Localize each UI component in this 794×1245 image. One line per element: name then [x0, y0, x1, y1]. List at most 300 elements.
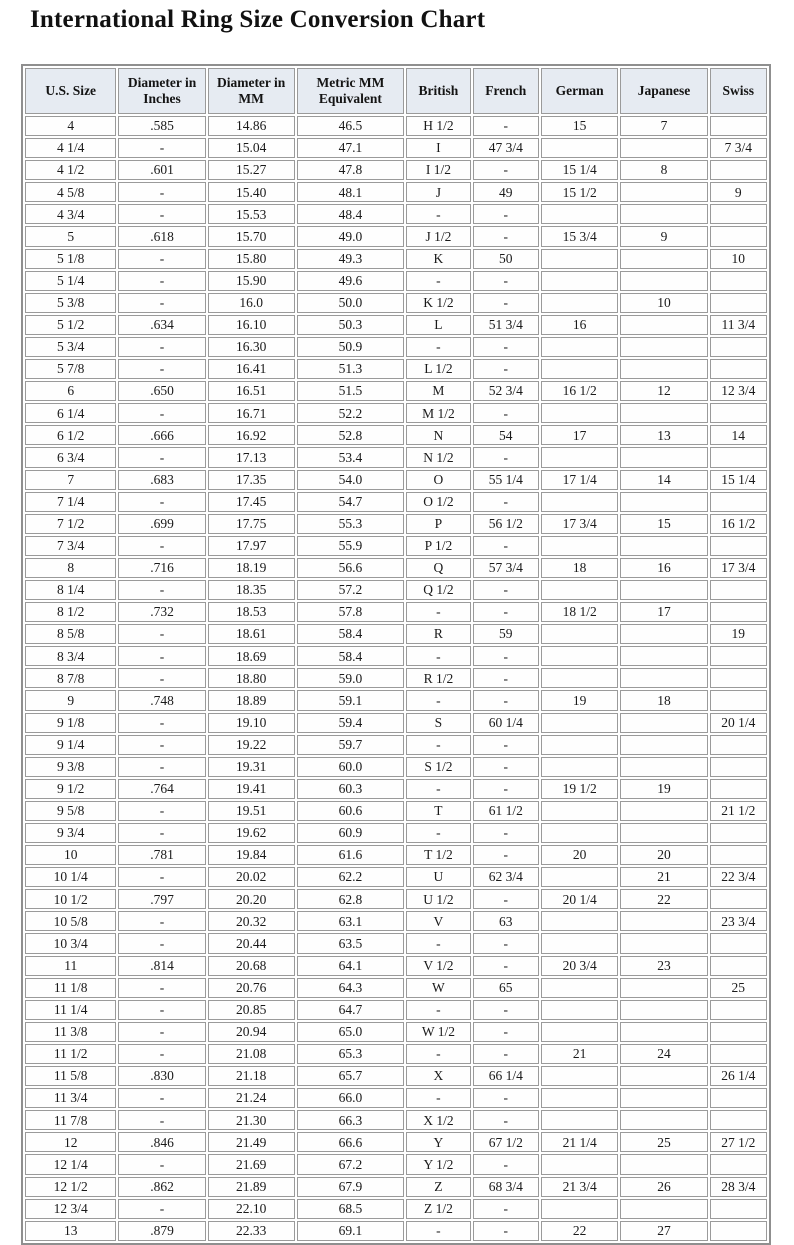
cell: - [118, 1199, 205, 1219]
table-row [25, 1000, 767, 1020]
cell: 49.0 [297, 226, 404, 246]
cell: 17.13 [208, 447, 295, 467]
cell: 15 1/2 [541, 182, 619, 202]
cell: 7 3/4 [25, 536, 116, 556]
ring-size-conversion-table [21, 64, 771, 1245]
cell: 24 [620, 1044, 707, 1064]
table-row [25, 470, 767, 490]
cell: .748 [118, 690, 205, 710]
cell: Z 1/2 [406, 1199, 471, 1219]
cell: 55 1/4 [473, 470, 539, 490]
cell [541, 1088, 619, 1108]
column-header-u-s-size: U.S. Size [25, 68, 116, 114]
cell: 6 1/2 [25, 425, 116, 445]
cell: 64.7 [297, 1000, 404, 1020]
cell [620, 536, 707, 556]
cell: Q 1/2 [406, 580, 471, 600]
cell: - [473, 403, 539, 423]
cell: O 1/2 [406, 492, 471, 512]
cell: - [406, 1088, 471, 1108]
cell: - [473, 1022, 539, 1042]
table-row [25, 823, 767, 843]
cell: 63.1 [297, 911, 404, 931]
cell [541, 249, 619, 269]
cell: - [473, 933, 539, 953]
cell: 63.5 [297, 933, 404, 953]
cell: 18.89 [208, 690, 295, 710]
cell: - [473, 536, 539, 556]
cell: 15.27 [208, 160, 295, 180]
cell: 52.2 [297, 403, 404, 423]
cell: - [118, 536, 205, 556]
table-row [25, 536, 767, 556]
page-title: International Ring Size Conversion Chart [30, 6, 486, 33]
cell: .814 [118, 956, 205, 976]
cell [710, 1221, 767, 1241]
cell: 18.53 [208, 602, 295, 622]
column-header-swiss: Swiss [710, 68, 767, 114]
table-row [25, 1177, 767, 1197]
cell: 46.5 [297, 116, 404, 136]
cell [620, 735, 707, 755]
cell: 10 5/8 [25, 911, 116, 931]
cell: 51.5 [297, 381, 404, 401]
cell: O [406, 470, 471, 490]
cell: 12 3/4 [25, 1199, 116, 1219]
cell [620, 249, 707, 269]
cell: V 1/2 [406, 956, 471, 976]
cell [710, 779, 767, 799]
cell [710, 757, 767, 777]
cell [620, 646, 707, 666]
cell: .585 [118, 116, 205, 136]
cell: 11 5/8 [25, 1066, 116, 1086]
cell: 7 1/2 [25, 514, 116, 534]
table-header [25, 68, 767, 114]
cell: Y 1/2 [406, 1154, 471, 1174]
table-row [25, 514, 767, 534]
cell: 17 3/4 [710, 558, 767, 578]
column-header-diameter-in-mm: Diameter in MM [208, 68, 295, 114]
cell: 21.24 [208, 1088, 295, 1108]
cell [541, 911, 619, 931]
cell: - [118, 204, 205, 224]
table-row [25, 1221, 767, 1241]
cell: 21 1/2 [710, 801, 767, 821]
cell: 11 3/4 [25, 1088, 116, 1108]
cell [541, 1199, 619, 1219]
table-row [25, 845, 767, 865]
cell: 11 7/8 [25, 1110, 116, 1130]
cell [620, 447, 707, 467]
cell [710, 293, 767, 313]
cell: 18.19 [208, 558, 295, 578]
cell: - [473, 226, 539, 246]
cell: X 1/2 [406, 1110, 471, 1130]
cell: J 1/2 [406, 226, 471, 246]
cell [541, 536, 619, 556]
cell: 6 1/4 [25, 403, 116, 423]
cell: Y [406, 1132, 471, 1152]
cell: 8 [620, 160, 707, 180]
cell: 64.3 [297, 978, 404, 998]
cell: M [406, 381, 471, 401]
cell: 12 1/2 [25, 1177, 116, 1197]
cell [710, 580, 767, 600]
cell: 68 3/4 [473, 1177, 539, 1197]
cell: 19 [541, 690, 619, 710]
table-row [25, 359, 767, 379]
cell: - [473, 447, 539, 467]
cell: 11 1/8 [25, 978, 116, 998]
cell: - [406, 271, 471, 291]
table-row [25, 757, 767, 777]
cell: 19.31 [208, 757, 295, 777]
table-row [25, 447, 767, 467]
cell [620, 911, 707, 931]
cell: W [406, 978, 471, 998]
cell: 4 3/4 [25, 204, 116, 224]
cell: 15 1/4 [541, 160, 619, 180]
cell: 21.18 [208, 1066, 295, 1086]
cell: 15 [620, 514, 707, 534]
cell: 8 1/2 [25, 602, 116, 622]
cell: 19 [620, 779, 707, 799]
cell: 59.4 [297, 713, 404, 733]
cell: 15.53 [208, 204, 295, 224]
cell: - [473, 1199, 539, 1219]
cell: .862 [118, 1177, 205, 1197]
cell [710, 602, 767, 622]
table-row [25, 735, 767, 755]
cell: 5 1/4 [25, 271, 116, 291]
cell: 66 1/4 [473, 1066, 539, 1086]
cell: - [118, 337, 205, 357]
cell: 27 [620, 1221, 707, 1241]
cell [710, 492, 767, 512]
cell [541, 646, 619, 666]
table-row [25, 801, 767, 821]
cell: 21.89 [208, 1177, 295, 1197]
cell [541, 867, 619, 887]
cell: 7 3/4 [710, 138, 767, 158]
table-row [25, 1154, 767, 1174]
cell: - [406, 823, 471, 843]
cell: .634 [118, 315, 205, 335]
cell: - [473, 337, 539, 357]
cell: 21 3/4 [541, 1177, 619, 1197]
cell [710, 1044, 767, 1064]
table-row [25, 249, 767, 269]
cell: 19 1/2 [541, 779, 619, 799]
cell [620, 624, 707, 644]
cell: - [118, 1154, 205, 1174]
cell: 20 [541, 845, 619, 865]
table-row [25, 226, 767, 246]
cell: 28 3/4 [710, 1177, 767, 1197]
cell: K [406, 249, 471, 269]
cell [541, 1110, 619, 1130]
cell: 59 [473, 624, 539, 644]
cell: - [118, 713, 205, 733]
cell [710, 956, 767, 976]
cell [620, 713, 707, 733]
cell: 7 [25, 470, 116, 490]
cell: 10 [710, 249, 767, 269]
cell: - [118, 447, 205, 467]
cell [541, 735, 619, 755]
cell: - [406, 735, 471, 755]
cell: 66.6 [297, 1132, 404, 1152]
cell: - [473, 690, 539, 710]
cell: 21 1/4 [541, 1132, 619, 1152]
cell: 17.35 [208, 470, 295, 490]
cell: 64.1 [297, 956, 404, 976]
cell [710, 337, 767, 357]
cell: - [473, 1044, 539, 1064]
cell [710, 668, 767, 688]
column-header-british: British [406, 68, 471, 114]
cell: 9 1/8 [25, 713, 116, 733]
cell: 17 3/4 [541, 514, 619, 534]
cell [620, 668, 707, 688]
cell: 9 3/4 [25, 823, 116, 843]
cell: .797 [118, 889, 205, 909]
cell: 5 1/2 [25, 315, 116, 335]
cell: X [406, 1066, 471, 1086]
cell: - [118, 359, 205, 379]
cell [541, 447, 619, 467]
table-row [25, 668, 767, 688]
table-row [25, 580, 767, 600]
cell: - [406, 1044, 471, 1064]
cell: 12 [620, 381, 707, 401]
cell [620, 182, 707, 202]
cell: - [118, 978, 205, 998]
cell: - [406, 646, 471, 666]
table-row [25, 116, 767, 136]
cell: 22 [620, 889, 707, 909]
cell: 8 1/4 [25, 580, 116, 600]
table-row [25, 1044, 767, 1064]
cell: 53.4 [297, 447, 404, 467]
cell: 15 1/4 [710, 470, 767, 490]
cell [620, 978, 707, 998]
cell [710, 160, 767, 180]
cell: T [406, 801, 471, 821]
cell: - [118, 138, 205, 158]
cell: 18 [620, 690, 707, 710]
cell: - [473, 735, 539, 755]
cell [710, 204, 767, 224]
cell: 8 [25, 558, 116, 578]
cell: W 1/2 [406, 1022, 471, 1042]
cell: 9 1/4 [25, 735, 116, 755]
cell: 16 1/2 [541, 381, 619, 401]
cell [620, 271, 707, 291]
cell: 22 3/4 [710, 867, 767, 887]
cell [541, 668, 619, 688]
cell: 67 1/2 [473, 1132, 539, 1152]
cell: - [118, 580, 205, 600]
cell: 19.84 [208, 845, 295, 865]
cell: 14 [710, 425, 767, 445]
cell: 65.0 [297, 1022, 404, 1042]
cell: 17.45 [208, 492, 295, 512]
cell [541, 138, 619, 158]
cell: 23 3/4 [710, 911, 767, 931]
cell: T 1/2 [406, 845, 471, 865]
cell: 18 1/2 [541, 602, 619, 622]
cell [541, 492, 619, 512]
cell: L [406, 315, 471, 335]
cell: M 1/2 [406, 403, 471, 423]
cell: 9 [620, 226, 707, 246]
cell: 26 [620, 1177, 707, 1197]
cell [620, 204, 707, 224]
column-header-japanese: Japanese [620, 68, 707, 114]
cell: P 1/2 [406, 536, 471, 556]
cell [541, 337, 619, 357]
cell: 7 [620, 116, 707, 136]
cell: 11 [25, 956, 116, 976]
cell [620, 823, 707, 843]
cell: 65 [473, 978, 539, 998]
cell: 9 5/8 [25, 801, 116, 821]
cell: 68.5 [297, 1199, 404, 1219]
cell: .846 [118, 1132, 205, 1152]
cell: 51.3 [297, 359, 404, 379]
cell: 20 [620, 845, 707, 865]
cell [710, 271, 767, 291]
cell: - [406, 204, 471, 224]
cell [620, 1066, 707, 1086]
cell: 10 1/2 [25, 889, 116, 909]
cell: - [473, 580, 539, 600]
cell: - [473, 1000, 539, 1020]
cell: .716 [118, 558, 205, 578]
cell [620, 492, 707, 512]
cell: .879 [118, 1221, 205, 1241]
cell: 55.3 [297, 514, 404, 534]
table-row [25, 911, 767, 931]
cell: - [473, 823, 539, 843]
cell: 55.9 [297, 536, 404, 556]
table-row [25, 1132, 767, 1152]
cell: 60.0 [297, 757, 404, 777]
table-row [25, 956, 767, 976]
cell: Q [406, 558, 471, 578]
cell: 5 3/8 [25, 293, 116, 313]
cell: 59.1 [297, 690, 404, 710]
cell: 56 1/2 [473, 514, 539, 534]
cell: 11 3/4 [710, 315, 767, 335]
cell [541, 204, 619, 224]
cell: 5 1/8 [25, 249, 116, 269]
cell: 9 [25, 690, 116, 710]
cell: 54.7 [297, 492, 404, 512]
cell [541, 978, 619, 998]
cell [541, 713, 619, 733]
cell: .601 [118, 160, 205, 180]
cell: 65.7 [297, 1066, 404, 1086]
table-row [25, 602, 767, 622]
cell: - [118, 1044, 205, 1064]
cell: - [406, 1000, 471, 1020]
cell: 15.90 [208, 271, 295, 291]
table-row [25, 403, 767, 423]
cell: 48.1 [297, 182, 404, 202]
cell [620, 1110, 707, 1130]
cell: 19.22 [208, 735, 295, 755]
cell: 19.51 [208, 801, 295, 821]
cell [710, 359, 767, 379]
cell: 9 3/8 [25, 757, 116, 777]
cell: 23 [620, 956, 707, 976]
cell: N [406, 425, 471, 445]
cell: 11 1/4 [25, 1000, 116, 1020]
cell: 16.41 [208, 359, 295, 379]
cell [541, 293, 619, 313]
cell: 20.44 [208, 933, 295, 953]
cell: - [118, 1022, 205, 1042]
cell: 58.4 [297, 646, 404, 666]
cell: 18 [541, 558, 619, 578]
cell: - [118, 249, 205, 269]
cell: 16.92 [208, 425, 295, 445]
cell: - [473, 204, 539, 224]
cell: - [473, 602, 539, 622]
cell: 20.68 [208, 956, 295, 976]
cell: - [473, 492, 539, 512]
cell: .764 [118, 779, 205, 799]
table-row [25, 646, 767, 666]
cell: - [118, 801, 205, 821]
cell: 20.32 [208, 911, 295, 931]
table-row [25, 1022, 767, 1042]
cell: 57.2 [297, 580, 404, 600]
cell: - [473, 1154, 539, 1174]
table-row [25, 690, 767, 710]
cell [710, 447, 767, 467]
table-row [25, 1066, 767, 1086]
cell [710, 116, 767, 136]
table-row [25, 425, 767, 445]
column-header-metric-mm-equivalent: Metric MM Equivalent [297, 68, 404, 114]
cell: I 1/2 [406, 160, 471, 180]
table-row [25, 867, 767, 887]
cell: 20.02 [208, 867, 295, 887]
table-row [25, 1088, 767, 1108]
cell: 13 [620, 425, 707, 445]
cell: 17 [541, 425, 619, 445]
cell: 9 [710, 182, 767, 202]
cell: 58.4 [297, 624, 404, 644]
cell: - [118, 933, 205, 953]
table-row [25, 315, 767, 335]
cell: 14.86 [208, 116, 295, 136]
table-header-row [25, 68, 767, 114]
cell: 18.69 [208, 646, 295, 666]
cell: 20.85 [208, 1000, 295, 1020]
cell: 65.3 [297, 1044, 404, 1064]
table-row [25, 624, 767, 644]
cell [710, 226, 767, 246]
cell: 4 1/2 [25, 160, 116, 180]
cell: 14 [620, 470, 707, 490]
cell: - [118, 911, 205, 931]
cell: Z [406, 1177, 471, 1197]
